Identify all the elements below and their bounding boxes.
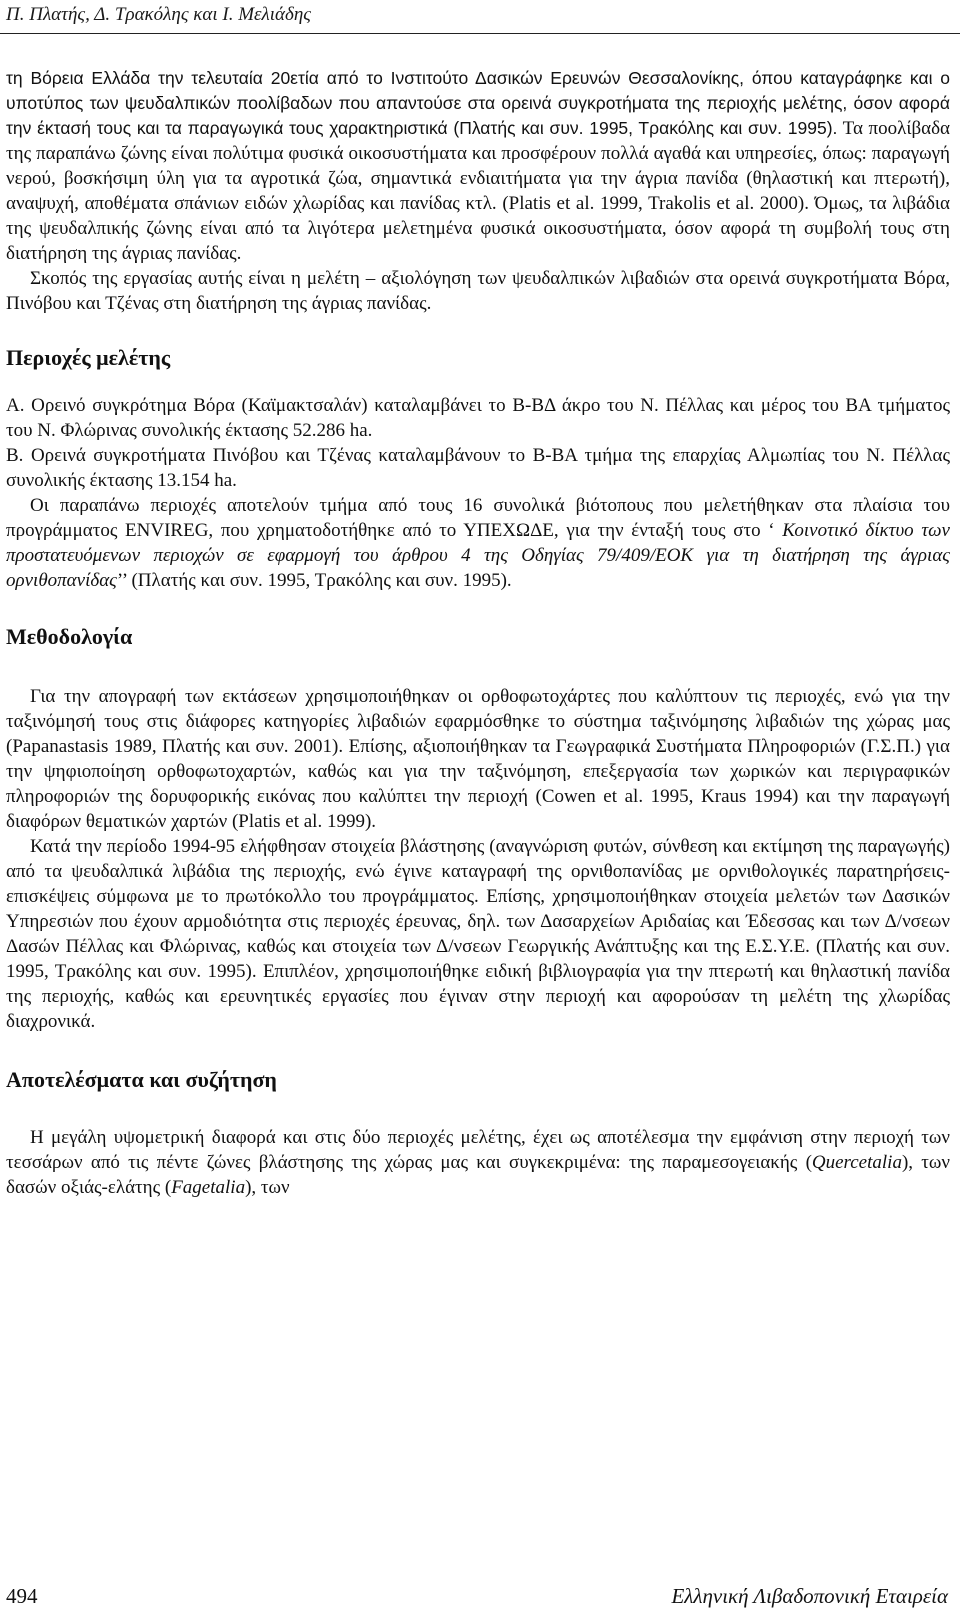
methodology-paragraph-1: Για την απογραφή των εκτάσεων χρησιμοποιήθηκαν οι ορθοφωτοχάρτες που καλύπτουν τις περιοχές, ενώ για την ταξινόμησή τους στις διάφορες κατηγορίες λιβαδιών εφαρμόσθηκε το σύστημα ταξινόμησης λιβαδιών της χώρας μας (Papanastasis 1989, Πλατής και συν. 2001). Επίσης, αξιοποιήθηκαν τα Γεωγραφικά Συστήματα Πληροφοριών (Γ.Σ.Π.) για την ψηφιοποίηση ορθοφωτοχαρτών, καθώς και για την ταξινόμηση, επεξεργασία των χωρικών και περιγραφικών πληροφοριών της δορυφορικής εικόνας που καλύπτει την περιοχή (Cowen et al. 1995, Kraus 1994) και την παραγωγή διαφόρων θεματικών χαρτών (Platis et al. 1999). <box>6 686 950 832</box>
study-areas-paragraph <box>6 493 950 593</box>
study-area-item-b: Β. Ορεινά συγκροτήματα Πινόβου και Τζένας καταλαμβάνουν το Β-ΒΑ τμήμα της επαρχίας Αλμωπίας του Ν. Πέλλας συνολικής έκτασης 13.154 ha. <box>6 445 950 491</box>
section-heading-study-areas: Περιοχές μελέτης <box>6 345 171 370</box>
page-footer <box>0 1580 960 1617</box>
intro-paragraph-1-rest: Τα ποολίβαδα της παραπάνω ζώνης είναι πολύτιμα φυσικά οικοσυστήματα και προσφέρουν πολλά αγαθά και υπηρεσίες, όπως: παραγωγή νερού, βοσκήσιμη ύλη για τα αγροτικά ζώα, σημαντικά ενδιαιτήματα για την άγρια πανίδα (θηλαστική και πτερωτή), αναψυχή, αποθέματα σπάνιων ειδών χλωρίδας και πανίδας κτλ. (Platis et al. 1999, Trakolis et al. 2000). Όμως, τα λιβάδια της ψευδαλπικής ζώνης είναι από τα λιγότερα μελετημένα φυσικά οικοσυστήματα, όσον αφορά τη συμβολή τους στη διατήρηση της άγριας πανίδας. <box>6 118 950 264</box>
results-text-a: Η μεγάλη υψομετρική διαφορά και στις δύο περιοχές μελέτης, έχει ως αποτέλεσμα την εμφάνιση στην περιοχή των τεσσάρων από τις πέντε ζώνες βλάστησης της χώρας μας και συγκεκριμένα: της παραμεσογειακής ( <box>6 1127 950 1173</box>
study-areas-paragraph-lead: Οι παραπάνω περιοχές αποτελούν τμήμα από τους 16 συνολικά βιότοπους που μελετήθηκαν στα πλαίσια του προγράμματος ENVIREG, που χρηματοδοτήθηκε από το ΥΠΕΧΩΔΕ, για την ένταξή τους στο ‘ <box>6 495 950 541</box>
intro-paragraph-1-sans-part: τη Βόρεια Ελλάδα την τελευταία 20ετία από το Ινστιτούτο Δασικών Ερευνών Θεσσαλονίκης, όπου καταγράφηκε και ο υποτύπος των ψευδαλπικών ποολίβαδων που απαντούσε στα ορεινά συγκροτήματα της περιοχής μελέτης, όσον αφορά την έκτασή τους και τα παραγωγικά τους χαρακτηριστικά (Πλατής και συν. 1995, Τρακόλης και συν. 1995). <box>6 68 950 138</box>
running-header: Π. Πλατής, Δ. Τρακόλης και Ι. Μελιάδης <box>6 4 311 25</box>
study-area-item-a: Α. Ορεινό συγκρότημα Βόρα (Καϊμακτσαλάν) καταλαμβάνει το Β-ΒΔ άκρο του Ν. Πέλλας και μέρος του ΒΑ τμήματος του Ν. Φλώρινας συνολικής έκτασης 52.286 ha. <box>6 395 950 441</box>
study-areas-paragraph-tail: ’’ (Πλατής και συν. 1995, Τρακόλης και συν. 1995). <box>116 570 512 591</box>
results-taxon-fagetalia: Fagetalia <box>171 1177 246 1198</box>
footer-journal-name: Ελληνική Λιβαδοπονική Εταιρεία <box>671 1584 948 1608</box>
intro-paragraph-2: Σκοπός της εργασίας αυτής είναι η μελέτη – αξιολόγηση των ψευδαλπικών λιβαδιών στα ορεινά συγκροτήματα Βόρα, Πινόβου και Τζένας στη διατήρηση της άγριας πανίδας. <box>6 268 950 314</box>
study-areas-paragraph-italic: Κοινοτικό δίκτυο των προστατευόμενων περιοχών σε εφαρμογή του άρθρου 4 της Οδηγίας 79/409/ΕΟΚ για τη διατήρηση της άγριας ορνιθοπανίδας <box>6 520 950 591</box>
intro-paragraph-1 <box>6 66 950 266</box>
methodology-paragraph-2: Κατά την περίοδο 1994-95 ελήφθησαν στοιχεία βλάστησης (αναγνώριση φυτών, σύνθεση και εκτίμηση της παραγωγής) από τα ψευδαλπικά λιβάδια της περιοχής, ενώ έγινε καταγραφή της ορνιθοπανίδας με ορνιθολογικές παρατηρήσεις-επισκέψεις σύμφωνα με το πρωτόκολλο του προγράμματος. Επίσης, χρησιμοποιήθηκαν στοιχεία μελετών των Δασικών Υπηρεσιών που έχουν αρμοδιότητα στις περιοχές έρευνας, δηλ. των Δασαρχείων Αριδαίας και Έδεσσας και των Δ/νσεων Δασών Πέλλας και Φλώρινας, καθώς και στοιχεία των Δ/νσεων Γεωργικής Ανάπτυξης και της Ε.Σ.Υ.Ε. (Πλατής και συν. 1995, Τρακόλης και συν. 1995). Επιπλέον, χρησιμοποιήθηκε ειδική βιβλιογραφία για την πτερωτή και θηλαστική πανίδα της περιοχής, καθώς και ερευνητικές εργασίες που έγιναν στην περιοχή και αφορούσαν τη μελέτη της χλωρίδας διαχρονικά. <box>6 836 950 1032</box>
results-taxon-quercetalia: Quercetalia <box>811 1152 902 1173</box>
page-number: 494 <box>6 1584 38 1608</box>
section-heading-methodology: Μεθοδολογία <box>6 624 133 649</box>
results-text-b: ), των δασών οξιάς-ελάτης ( <box>6 1152 951 1198</box>
results-text-c: ), των <box>245 1177 290 1198</box>
header-rule <box>0 33 960 34</box>
page-body <box>6 66 950 1200</box>
results-paragraph-1 <box>6 1125 950 1200</box>
section-heading-results: Αποτελέσματα και συζήτηση <box>6 1067 277 1092</box>
